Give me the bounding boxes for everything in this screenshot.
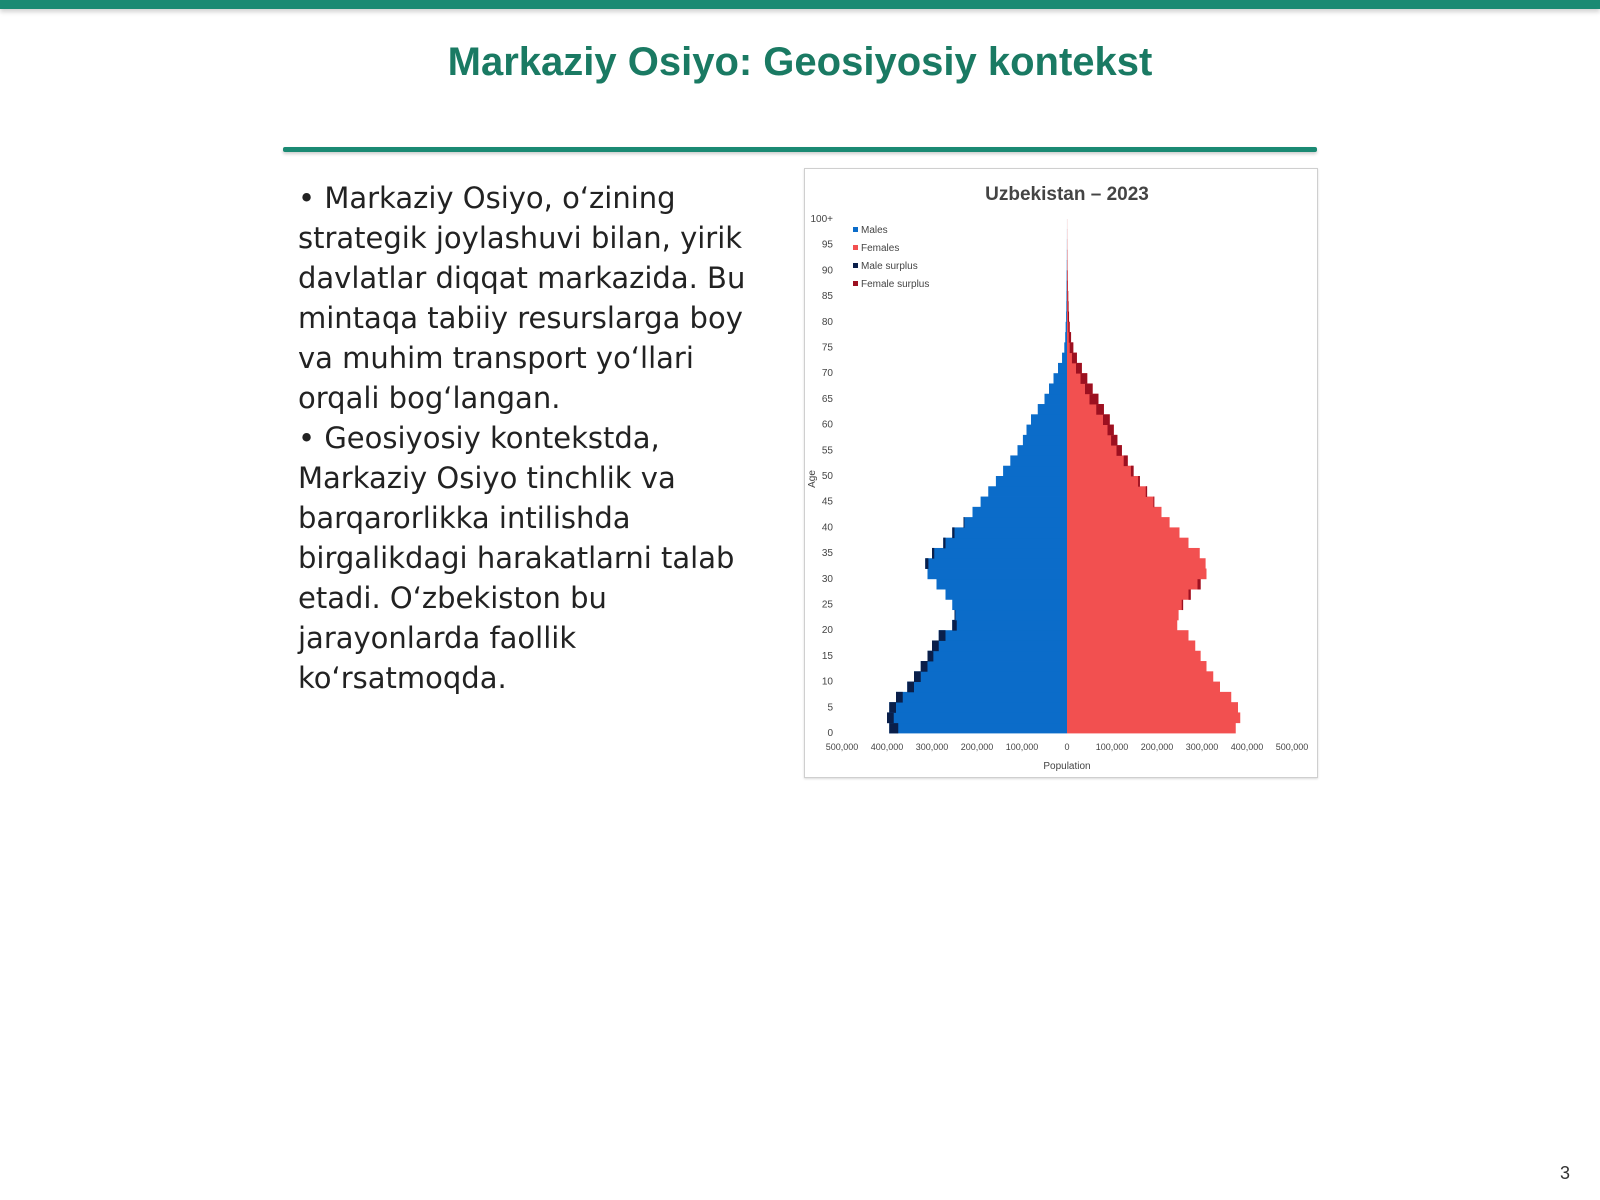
male-bar	[952, 599, 1067, 610]
male-surplus-bar	[939, 630, 946, 641]
female-surplus-bar	[1085, 383, 1093, 394]
age-tick-label: 45	[821, 496, 833, 508]
female-bar	[1067, 692, 1231, 703]
female-bar	[1067, 455, 1128, 466]
female-surplus-bar	[1072, 353, 1077, 364]
male-surplus-bar	[889, 702, 896, 713]
male-surplus-bar	[925, 558, 928, 569]
age-tick-label: 100+	[810, 214, 833, 225]
x-axis-label: Population	[1043, 761, 1091, 772]
male-bar	[1066, 322, 1067, 333]
female-bar	[1067, 517, 1170, 528]
male-bar	[1045, 394, 1068, 405]
female-bar	[1067, 497, 1154, 508]
slide-body	[298, 178, 758, 698]
male-bar	[946, 589, 1068, 600]
male-bar	[1058, 363, 1067, 374]
female-bar	[1067, 671, 1213, 682]
male-bar	[1031, 414, 1067, 425]
age-tick-label: 0	[827, 728, 833, 739]
age-tick-label: 85	[821, 291, 833, 303]
female-surplus-bar	[1069, 332, 1071, 343]
male-bar	[952, 620, 1067, 631]
male-bar	[964, 517, 1068, 528]
male-bar	[932, 640, 1067, 651]
male-bar	[1054, 373, 1068, 384]
pyramid-bars	[887, 219, 1240, 733]
population-tick-label: 100,000	[1095, 742, 1129, 752]
male-bar	[1066, 312, 1067, 323]
female-bar	[1067, 538, 1189, 549]
population-tick-label: 500,000	[1275, 742, 1309, 752]
male-surplus-bar	[955, 610, 956, 621]
population-tick-label: 400,000	[1230, 742, 1264, 752]
female-bar	[1067, 569, 1207, 580]
male-bar	[939, 630, 1067, 641]
age-tick-label: 25	[821, 599, 833, 611]
population-tick-label: 200,000	[1140, 742, 1174, 752]
male-bar	[914, 671, 1067, 682]
female-bar	[1067, 466, 1134, 477]
male-bar	[921, 661, 1067, 672]
bullet-1: • Markaziy Osiyo, oʻzining strategik joylashuvi bilan, yirik davlatlar diqqat markazida. Bu mintaqa tabiiy resurslarga boy va muhim transport yoʻllari orqali bogʻlangan.	[298, 181, 746, 415]
slide-title: Markaziy Osiyo: Geosiyosiy kontekst	[447, 40, 1153, 84]
chart-legend	[853, 225, 929, 290]
female-surplus-bar	[1198, 579, 1201, 590]
male-bar	[928, 569, 1068, 580]
age-tick-label: 30	[821, 573, 833, 585]
male-bar	[1062, 353, 1067, 364]
legend-swatch	[853, 281, 858, 286]
legend-swatch	[853, 245, 858, 250]
male-bar	[996, 476, 1067, 487]
female-surplus-bar	[1108, 425, 1114, 436]
age-tick-label: 40	[821, 522, 833, 534]
age-tick-label: 95	[821, 239, 833, 251]
male-bar	[973, 507, 1068, 518]
age-tick-label: 10	[821, 676, 833, 688]
female-surplus-bar	[1111, 435, 1117, 446]
population-tick-label: 400,000	[870, 742, 904, 752]
age-tick-label: 50	[821, 471, 833, 482]
female-bar	[1067, 548, 1200, 559]
male-bar	[887, 712, 1067, 723]
male-bar	[1064, 342, 1067, 353]
male-bar	[952, 527, 1067, 538]
age-tick-label: 55	[821, 445, 833, 457]
female-surplus-bar	[1068, 322, 1069, 333]
page-number: 3	[1559, 1163, 1570, 1183]
age-tick-label: 65	[821, 393, 833, 405]
female-surplus-bar	[1124, 455, 1128, 466]
female-bar	[1067, 425, 1114, 436]
age-tick-label: 20	[821, 625, 833, 637]
population-tick-label: 100,000	[1005, 742, 1039, 752]
male-surplus-bar	[943, 538, 945, 549]
female-surplus-bar	[1068, 301, 1069, 312]
male-bar	[1049, 383, 1067, 394]
male-surplus-bar	[952, 527, 954, 538]
male-bar	[955, 610, 1068, 621]
population-tick-label: 300,000	[1185, 742, 1219, 752]
female-bar	[1067, 702, 1238, 713]
male-surplus-bar	[952, 620, 957, 631]
male-surplus-bar	[932, 548, 934, 559]
male-bar	[943, 538, 1067, 549]
male-surplus-bar	[889, 723, 898, 734]
age-tick-label: 35	[821, 548, 833, 560]
female-bar	[1067, 486, 1147, 497]
male-bar	[1010, 455, 1067, 466]
male-bar	[1066, 301, 1067, 312]
age-tick-label: 5	[827, 702, 833, 714]
legend-label: Females	[861, 243, 900, 254]
population-pyramid-chart	[804, 168, 1318, 778]
female-bar	[1067, 445, 1122, 456]
age-tick-label: 70	[821, 368, 833, 380]
male-bar	[1027, 425, 1068, 436]
male-surplus-bar	[928, 651, 934, 662]
age-tick-label: 80	[821, 316, 833, 328]
population-tick-label: 0	[1064, 742, 1070, 752]
male-surplus-bar	[921, 661, 928, 672]
female-bar	[1067, 661, 1207, 672]
male-bar	[1065, 332, 1067, 343]
male-bar	[981, 497, 1067, 508]
male-bar	[932, 548, 1067, 559]
legend-label: Males	[861, 225, 888, 236]
female-surplus-bar	[1090, 394, 1099, 405]
male-bar	[937, 579, 1068, 590]
legend-label: Female surplus	[861, 279, 930, 290]
male-surplus-bar	[907, 682, 914, 693]
female-surplus-bar	[1153, 497, 1154, 508]
female-bar	[1067, 610, 1179, 621]
female-bar	[1067, 682, 1220, 693]
population-tick-label: 500,000	[825, 742, 859, 752]
male-bar	[907, 682, 1067, 693]
female-bar	[1067, 527, 1180, 538]
female-surplus-bar	[1131, 466, 1134, 477]
male-bar	[988, 486, 1067, 497]
population-tick-labels	[826, 742, 1309, 752]
male-bar	[889, 702, 1067, 713]
age-tick-label: 75	[821, 342, 833, 354]
female-surplus-bar	[1182, 599, 1183, 610]
male-bar	[1038, 404, 1067, 415]
chart-title: Uzbekistan – 2023	[985, 184, 1149, 205]
female-bar	[1067, 651, 1201, 662]
female-bar	[1067, 712, 1240, 723]
female-surplus-bar	[1146, 486, 1147, 497]
legend-label: Male surplus	[861, 261, 918, 272]
female-surplus-bar	[1117, 445, 1122, 456]
female-surplus-bar	[1103, 414, 1110, 425]
male-bar	[1003, 466, 1067, 477]
male-surplus-bar	[932, 640, 939, 651]
male-bar	[928, 651, 1068, 662]
male-bar	[925, 558, 1067, 569]
male-surplus-bar	[914, 671, 921, 682]
female-bar	[1067, 630, 1189, 641]
population-tick-label: 300,000	[915, 742, 949, 752]
female-bar	[1067, 476, 1140, 487]
female-surplus-bar	[1138, 476, 1140, 487]
female-bar	[1067, 435, 1117, 446]
female-bar	[1067, 599, 1183, 610]
female-bar	[1067, 558, 1206, 569]
female-surplus-bar	[1068, 312, 1069, 323]
y-axis-label: Age	[807, 470, 818, 488]
female-surplus-bar	[1070, 342, 1074, 353]
male-bar	[896, 692, 1067, 703]
female-bar	[1067, 640, 1195, 651]
female-surplus-bar	[1189, 589, 1191, 600]
female-bar	[1067, 723, 1236, 734]
legend-swatch	[853, 263, 858, 268]
male-bar	[1066, 291, 1067, 302]
female-bar	[1067, 579, 1201, 590]
title-divider	[283, 147, 1317, 152]
age-tick-label: 90	[821, 265, 833, 277]
male-surplus-bar	[964, 517, 965, 528]
female-surplus-bar	[1068, 291, 1069, 302]
female-surplus-bar	[1081, 373, 1088, 384]
bullet-2: • Geosiyosiy kontekstda, Markaziy Osiyo tinchlik va barqarorlikka intilishda birgalikdagi harakatlarni talab etadi. Oʻzbekiston bu jarayonlarda faollik koʻrsatmoqda.	[298, 421, 735, 695]
male-bar	[1023, 435, 1067, 446]
female-bar	[1067, 507, 1162, 518]
population-tick-label: 200,000	[960, 742, 994, 752]
female-surplus-bar	[1076, 363, 1082, 374]
male-bar	[1018, 445, 1068, 456]
male-surplus-bar	[887, 712, 894, 723]
male-bar	[889, 723, 1067, 734]
female-bar	[1067, 620, 1177, 631]
top-accent-bar	[0, 0, 1600, 9]
female-surplus-bar	[1096, 404, 1104, 415]
male-surplus-bar	[896, 692, 903, 703]
age-tick-label: 15	[821, 650, 833, 662]
pyramid-svg	[805, 169, 1317, 777]
female-bar	[1067, 589, 1191, 600]
legend-swatch	[853, 227, 858, 232]
age-tick-label: 60	[821, 419, 833, 431]
